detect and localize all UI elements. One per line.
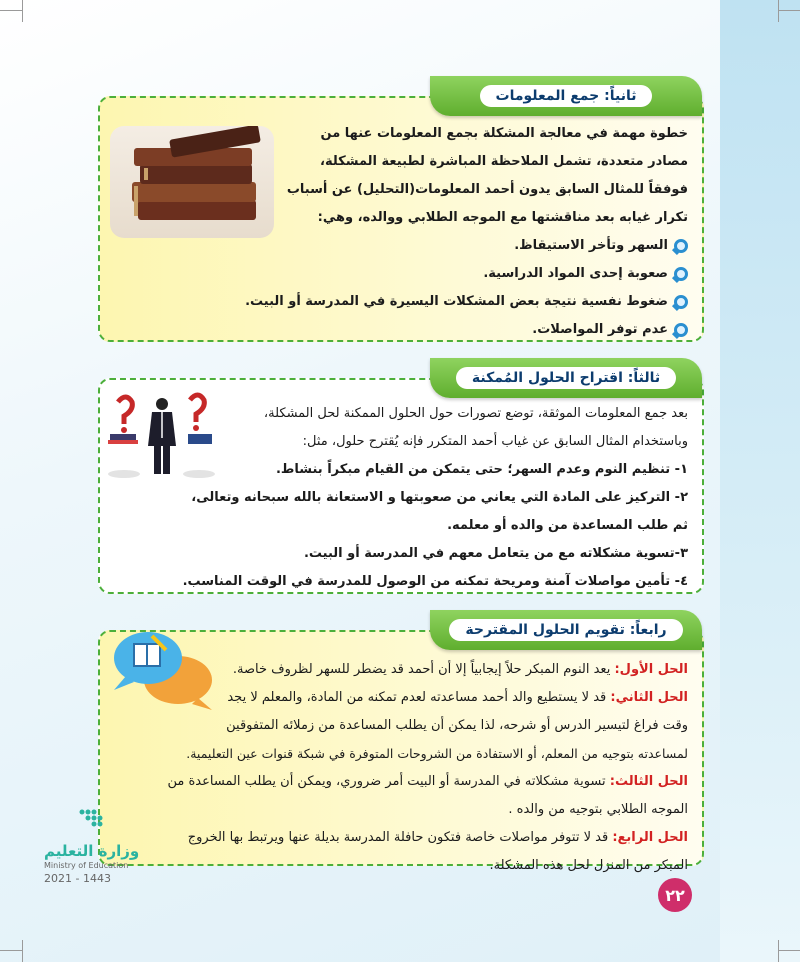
- section-gather-info-tab: [430, 76, 702, 116]
- section-evaluation-tab: [430, 610, 702, 650]
- list-item: السهر وتأخر الاستيقاظ.: [245, 232, 688, 260]
- body-line: مصادر متعددة، تشمل الملاحظة المباشرة لطبيعة المشكلة،: [320, 154, 688, 169]
- section-gather-info-title: ثانياً: جمع المعلومات: [480, 85, 653, 107]
- solution-2: الحل الثاني: قد لا يستطيع والد أحمد مساعدته لعدم تمكنه من المادة، والمعلم لا يجد: [227, 690, 688, 705]
- body-line: بعد جمع المعلومات الموثقة، توضع تصورات حول الحلول الممكنة لحل المشكلة،: [263, 406, 688, 421]
- section-solutions-tab: [430, 358, 702, 398]
- solution-1: الحل الأول: يعد النوم المبكر حلاً إيجابياً إلا أن أحمد قد يضطر للسهر لظروف خاصة.: [232, 662, 688, 677]
- section-evaluation-title: رابعاً: تقويم الحلول المقترحة: [449, 619, 682, 641]
- crop-mark: [0, 10, 22, 11]
- solution-3: الحل الثالث: تسوية مشكلاته في المدرسة أو البيت أمر ضروري، ويمكن أن يطلب المساعدة من: [167, 774, 688, 789]
- list-item: ١- تنظيم النوم وعدم السهر؛ حتى يتمكن من القيام مبكراً بنشاط.: [275, 462, 688, 477]
- body-line: الموجه الطلابي بتوجيه من والده .: [508, 802, 688, 817]
- section-solutions-body: [183, 400, 688, 596]
- body-line: المبكر من المنزل لحل هذه المشكلة.: [489, 858, 688, 873]
- ministry-dots-icon: [44, 806, 104, 842]
- list-item: ضغوط نفسية نتيجة بعض المشكلات اليسيرة في المدرسة أو البيت.: [245, 288, 688, 316]
- page-number: ٢٢: [665, 885, 685, 905]
- magnifier-icon: [674, 267, 688, 281]
- ministry-logo: [44, 806, 139, 885]
- crop-mark: [22, 0, 23, 22]
- magnifier-icon: [674, 323, 688, 337]
- body-line: خطوة مهمة في معالجة المشكلة بجمع المعلومات عنها من: [320, 126, 688, 141]
- section-gather-info-body: [287, 120, 688, 232]
- list-item: ٣-تسوية مشكلاته مع من يتعامل معهم في المدرسة أو البيت.: [303, 546, 688, 561]
- crop-mark: [22, 940, 23, 962]
- page-number-badge: [658, 878, 692, 912]
- list-item: عدم توفر المواصلات.: [245, 316, 688, 344]
- body-line: فوفقاً للمثال السابق يدون أحمد المعلومات(التحليل) عن أسباب: [286, 182, 688, 197]
- books-image: [110, 126, 274, 238]
- body-line: وباستخدام المثال السابق عن غياب أحمد المتكرر فإنه يُقترح حلول، مثل:: [302, 434, 688, 449]
- magnifier-icon: [674, 239, 688, 253]
- list-item: ٤- تأمين مواصلات آمنة ومريحة تمكنه من الوصول للمدرسة في الوقت المناسب.: [182, 574, 688, 589]
- list-item: ٢- التركيز على المادة التي يعاني من صعوبتها و الاستعانة بالله سبحانه وتعالى،: [191, 490, 688, 505]
- crop-mark: [0, 950, 22, 951]
- list-item: ثم طلب المساعدة من والده أو معلمه.: [447, 518, 688, 533]
- section-gather-info-bullets: [245, 232, 688, 344]
- section-evaluation-body: [168, 656, 689, 880]
- crop-mark: [778, 950, 800, 951]
- crop-mark: [778, 940, 779, 962]
- solution-4: الحل الرابع: قد لا تتوفر مواصلات خاصة فتكون حافلة المدرسة بديلة عنها ويرتبط بها الخروج: [187, 830, 688, 845]
- body-line: تكرار غيابه بعد مناقشتها مع الموجه الطلابي ووالده، وهي:: [317, 210, 688, 225]
- ministry-name-ar: وزارة التعليم: [44, 842, 140, 860]
- magnifier-icon: [674, 295, 688, 309]
- section-solutions-title: ثالثاً: اقتراح الحلول المُمكنة: [456, 367, 676, 389]
- crop-mark: [778, 0, 779, 22]
- crop-mark: [778, 10, 800, 11]
- page-side-gradient: [720, 0, 800, 962]
- ministry-name-en: Ministry of Education: [44, 861, 129, 870]
- list-item: صعوبة إحدى المواد الدراسية.: [245, 260, 688, 288]
- body-line: لمساعدته بتوجيه من المعلم، أو الاستفادة من الشروحات المتوفرة في شبكة قنوات عين التعليمية.: [186, 746, 688, 761]
- body-line: وقت فراغ لتيسير الدرس أو شرحه، لذا يمكن أن يطلب المساعدة من زملائه المتفوقين: [226, 718, 688, 733]
- edition-year: 2021 - 1443: [44, 872, 111, 885]
